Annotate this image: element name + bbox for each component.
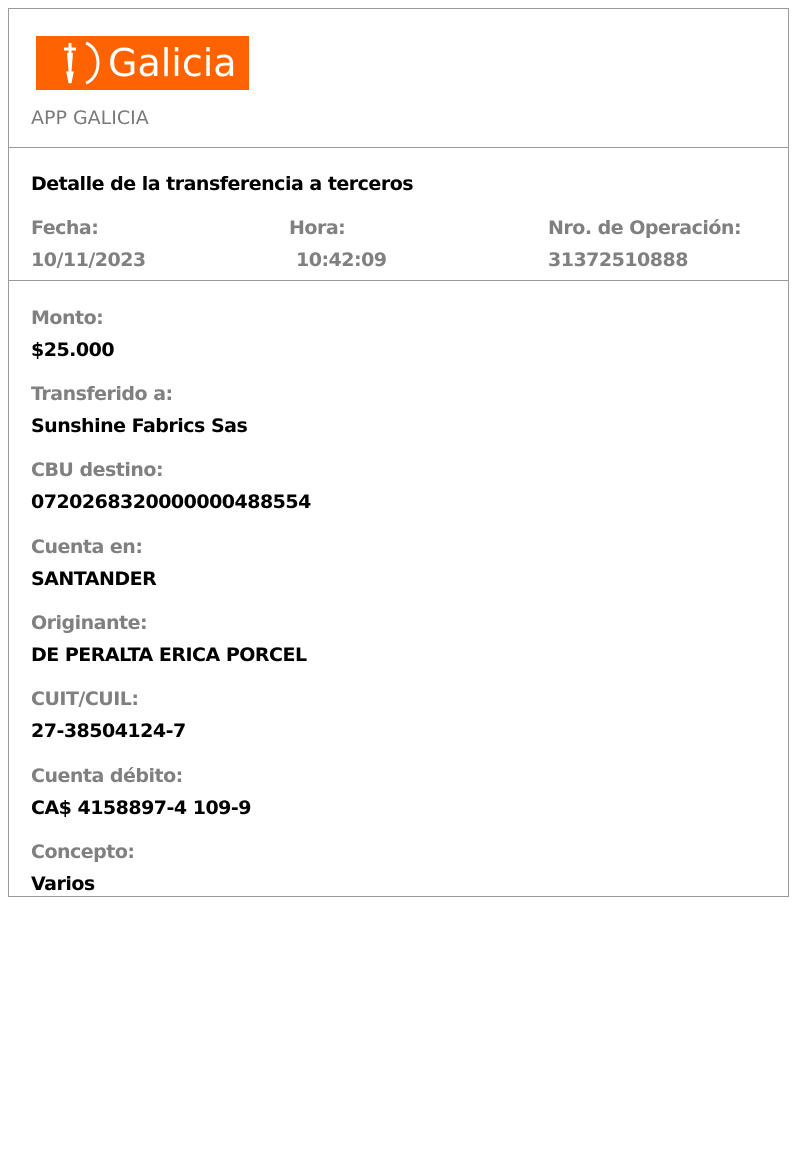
originante-value: DE PERALTA ERICA PORCEL bbox=[31, 644, 307, 666]
cuenta-debito-value: CA$ 4158897-4 109-9 bbox=[31, 797, 252, 819]
hora-label: Hora: bbox=[289, 217, 346, 239]
transferido-label: Transferido a: bbox=[31, 383, 173, 405]
fecha-label: Fecha: bbox=[31, 217, 99, 239]
cuit-value: 27-38504124-7 bbox=[31, 720, 186, 742]
cuit-label: CUIT/CUIL: bbox=[31, 688, 139, 710]
operacion-label: Nro. de Operación: bbox=[548, 217, 742, 239]
transfer-receipt bbox=[8, 8, 789, 897]
cbu-label: CBU destino: bbox=[31, 459, 164, 481]
cuenta-en-label: Cuenta en: bbox=[31, 536, 143, 558]
cbu-value: 0720268320000000488554 bbox=[31, 491, 311, 513]
hora-value: 10:42:09 bbox=[296, 249, 387, 271]
cuenta-en-value: SANTANDER bbox=[31, 568, 157, 590]
header-divider bbox=[9, 147, 788, 148]
operacion-value: 31372510888 bbox=[548, 249, 688, 271]
monto-value: $25.000 bbox=[31, 339, 115, 361]
galicia-logo bbox=[36, 36, 249, 90]
app-name: APP GALICIA bbox=[31, 107, 149, 129]
page-title: Detalle de la transferencia a terceros bbox=[31, 173, 414, 195]
transferido-value: Sunshine Fabrics Sas bbox=[31, 415, 248, 437]
fecha-value: 10/11/2023 bbox=[31, 249, 146, 271]
galicia-emblem-icon bbox=[50, 39, 106, 87]
details-divider bbox=[9, 280, 788, 281]
concepto-value: Varios bbox=[31, 873, 95, 895]
originante-label: Originante: bbox=[31, 612, 148, 634]
logo-text: Galicia bbox=[108, 41, 237, 85]
cuenta-debito-label: Cuenta débito: bbox=[31, 765, 183, 787]
concepto-label: Concepto: bbox=[31, 841, 135, 863]
monto-label: Monto: bbox=[31, 307, 104, 329]
